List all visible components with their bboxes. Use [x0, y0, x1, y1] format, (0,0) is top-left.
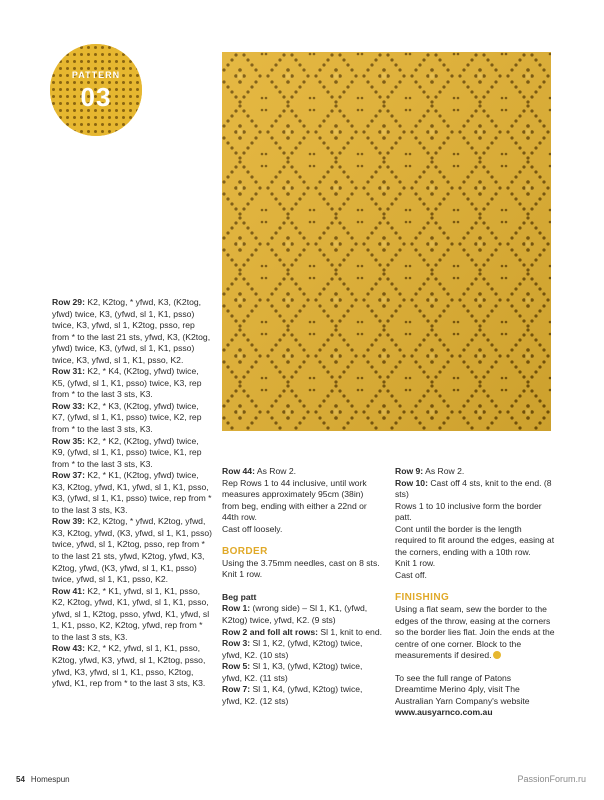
border-heading: BORDER	[222, 546, 268, 558]
website-link[interactable]: www.ausyarnco.com.au	[395, 707, 493, 718]
cast-off: Cast off.	[395, 569, 427, 580]
page-number: 54	[16, 775, 25, 784]
beg-patt-heading: Beg patt	[222, 591, 257, 602]
watermark: PassionForum.ru	[517, 774, 586, 784]
border-text: Using the 3.75mm needles, cast on 8 sts.	[222, 557, 380, 568]
col1-row: Row 35: K2, * K2, (K2tog, yfwd) twice, K9, (yfwd, sl 1, K1, psso) twice, K1, rep from * to the last 3 sts, K3.	[52, 435, 202, 469]
col1-row: Row 33: K2, * K3, (K2tog, yfwd) twice, K7, (yfwd, sl 1, K1, psso) twice, K2, rep from * to the last 3 sts, K3.	[52, 400, 202, 435]
knit-1-row: Knit 1 row.	[395, 558, 436, 569]
row-44: Row 44: As Row 2.	[222, 466, 297, 476]
instructions-column-1	[52, 297, 212, 690]
cast-off-loosely: Cast off loosely.	[222, 523, 283, 534]
border-row: Row 3: Sl 1, K2, (yfwd, K2tog) twice, yfwd, K2. (10 sts)	[222, 638, 363, 660]
page-footer	[16, 775, 70, 784]
row-10: Row 10: Cast off 4 sts, knit to the end. (8 sts)	[395, 477, 552, 500]
col1-row: Row 39: K2, K2tog, * yfwd, K2tog, yfwd, K3, K2tog, yfwd, (K3, yfwd, sl 1, K1, psso) twice, yfwd, sl 1, K2tog, psso, rep from * to the last 21 sts, yfwd, K2tog, yfwd, K3, K2tog, yfwd, (K3, yfwd, sl 1, K1, psso) twice, yfwd, sl 1, K1, psso, K2.	[52, 516, 213, 585]
instructions-column-3	[395, 466, 555, 719]
see-range-text: To see the full range of Patons Dreamtime Merino 4ply, visit The Australian Yarn Company's website	[395, 672, 530, 706]
border-row: Row 1: (wrong side) – Sl 1, K1, (yfwd, K2tog) twice, yfwd, K2. (9 sts)	[222, 603, 368, 626]
col1-row: Row 29: K2, K2tog, * yfwd, K3, (K2tog, yfwd) twice, K3, (yfwd, sl 1, K1, psso) twice, K3, yfwd, sl 1, K2tog, psso, rep from * to the last 21 sts, yfwd, K3, (K2tog, yfwd) twice, K3, (yfwd, sl 1, K1, psso) twice, K3, yfwd, sl 1, K1, psso, K2.	[52, 297, 211, 365]
repeat-text: Rep Rows 1 to 44 inclusive, until work measures approximately 95cm (38in) from beg, ending with either a 22nd or 44th row.	[222, 477, 367, 523]
rows-form: Rows 1 to 10 inclusive form the border patt.	[395, 500, 542, 523]
badge-number: 03	[80, 82, 112, 112]
border-row: Row 5: Sl 1, K3, (yfwd, K2tog) twice, yfwd, K2. (11 sts)	[222, 661, 363, 683]
row-9: Row 9: As Row 2.	[395, 466, 465, 476]
badge-label: PATTERN	[71, 70, 121, 80]
cont-text: Cont until the border is the length required to fit around the edges, easing at the corners, ending with a 10th row.	[395, 523, 555, 557]
border-row: Row 2 and foll alt rows: Sl 1, knit to end.	[222, 626, 382, 637]
pattern-badge	[50, 44, 142, 136]
magazine-name: Homespun	[30, 775, 70, 784]
col1-row: Row 37: K2, * K1, (K2tog, yfwd) twice, K3, K2tog, yfwd, K1, yfwd, sl 1, K1, psso, K3, (yfwd, sl 1, K1, psso) twice, rep from * to the last 3 sts, K3.	[52, 470, 212, 515]
border-rows	[222, 603, 382, 707]
col1-row: Row 41: K2, * K1, yfwd, sl 1, K1, psso, K2, K2tog, yfwd, K1, yfwd, sl 1, K1, psso, yfwd, sl 1, K2tog, psso, yfwd, K1, yfwd, sl 1, K1, psso, K2, K2tog, yfwd, rep from * to the last 3 sts, K3.	[52, 585, 210, 642]
col1-row: Row 43: K2, * K2, yfwd, sl 1, K1, psso, K2tog, yfwd, K3, yfwd, sl 1, K2tog, psso, yfwd, K3, yfwd, sl 1, K1, psso, K2tog, yfwd, K1, rep from * to the last 3 sts, K3.	[52, 643, 206, 689]
finishing-heading: FINISHING	[395, 592, 450, 604]
col1-row: Row 31: K2, * K4, (K2tog, yfwd) twice, K5, (yfwd, sl 1, K1, psso) twice, K3, rep from * to the last 3 sts, K3.	[52, 366, 202, 400]
smiley-icon	[493, 651, 501, 659]
lace-swatch-photo	[222, 52, 551, 431]
border-knit: Knit 1 row.	[222, 569, 263, 580]
finishing-text: Using a flat seam, sew the border to the edges of the throw, easing at the corners so the border lies flat. Join the ends at the centre of one corner. Block to the measurements if desired.	[395, 604, 555, 661]
border-row: Row 7: Sl 1, K4, (yfwd, K2tog) twice, yfwd, K2. (12 sts)	[222, 684, 363, 706]
instructions-column-2	[222, 466, 382, 707]
